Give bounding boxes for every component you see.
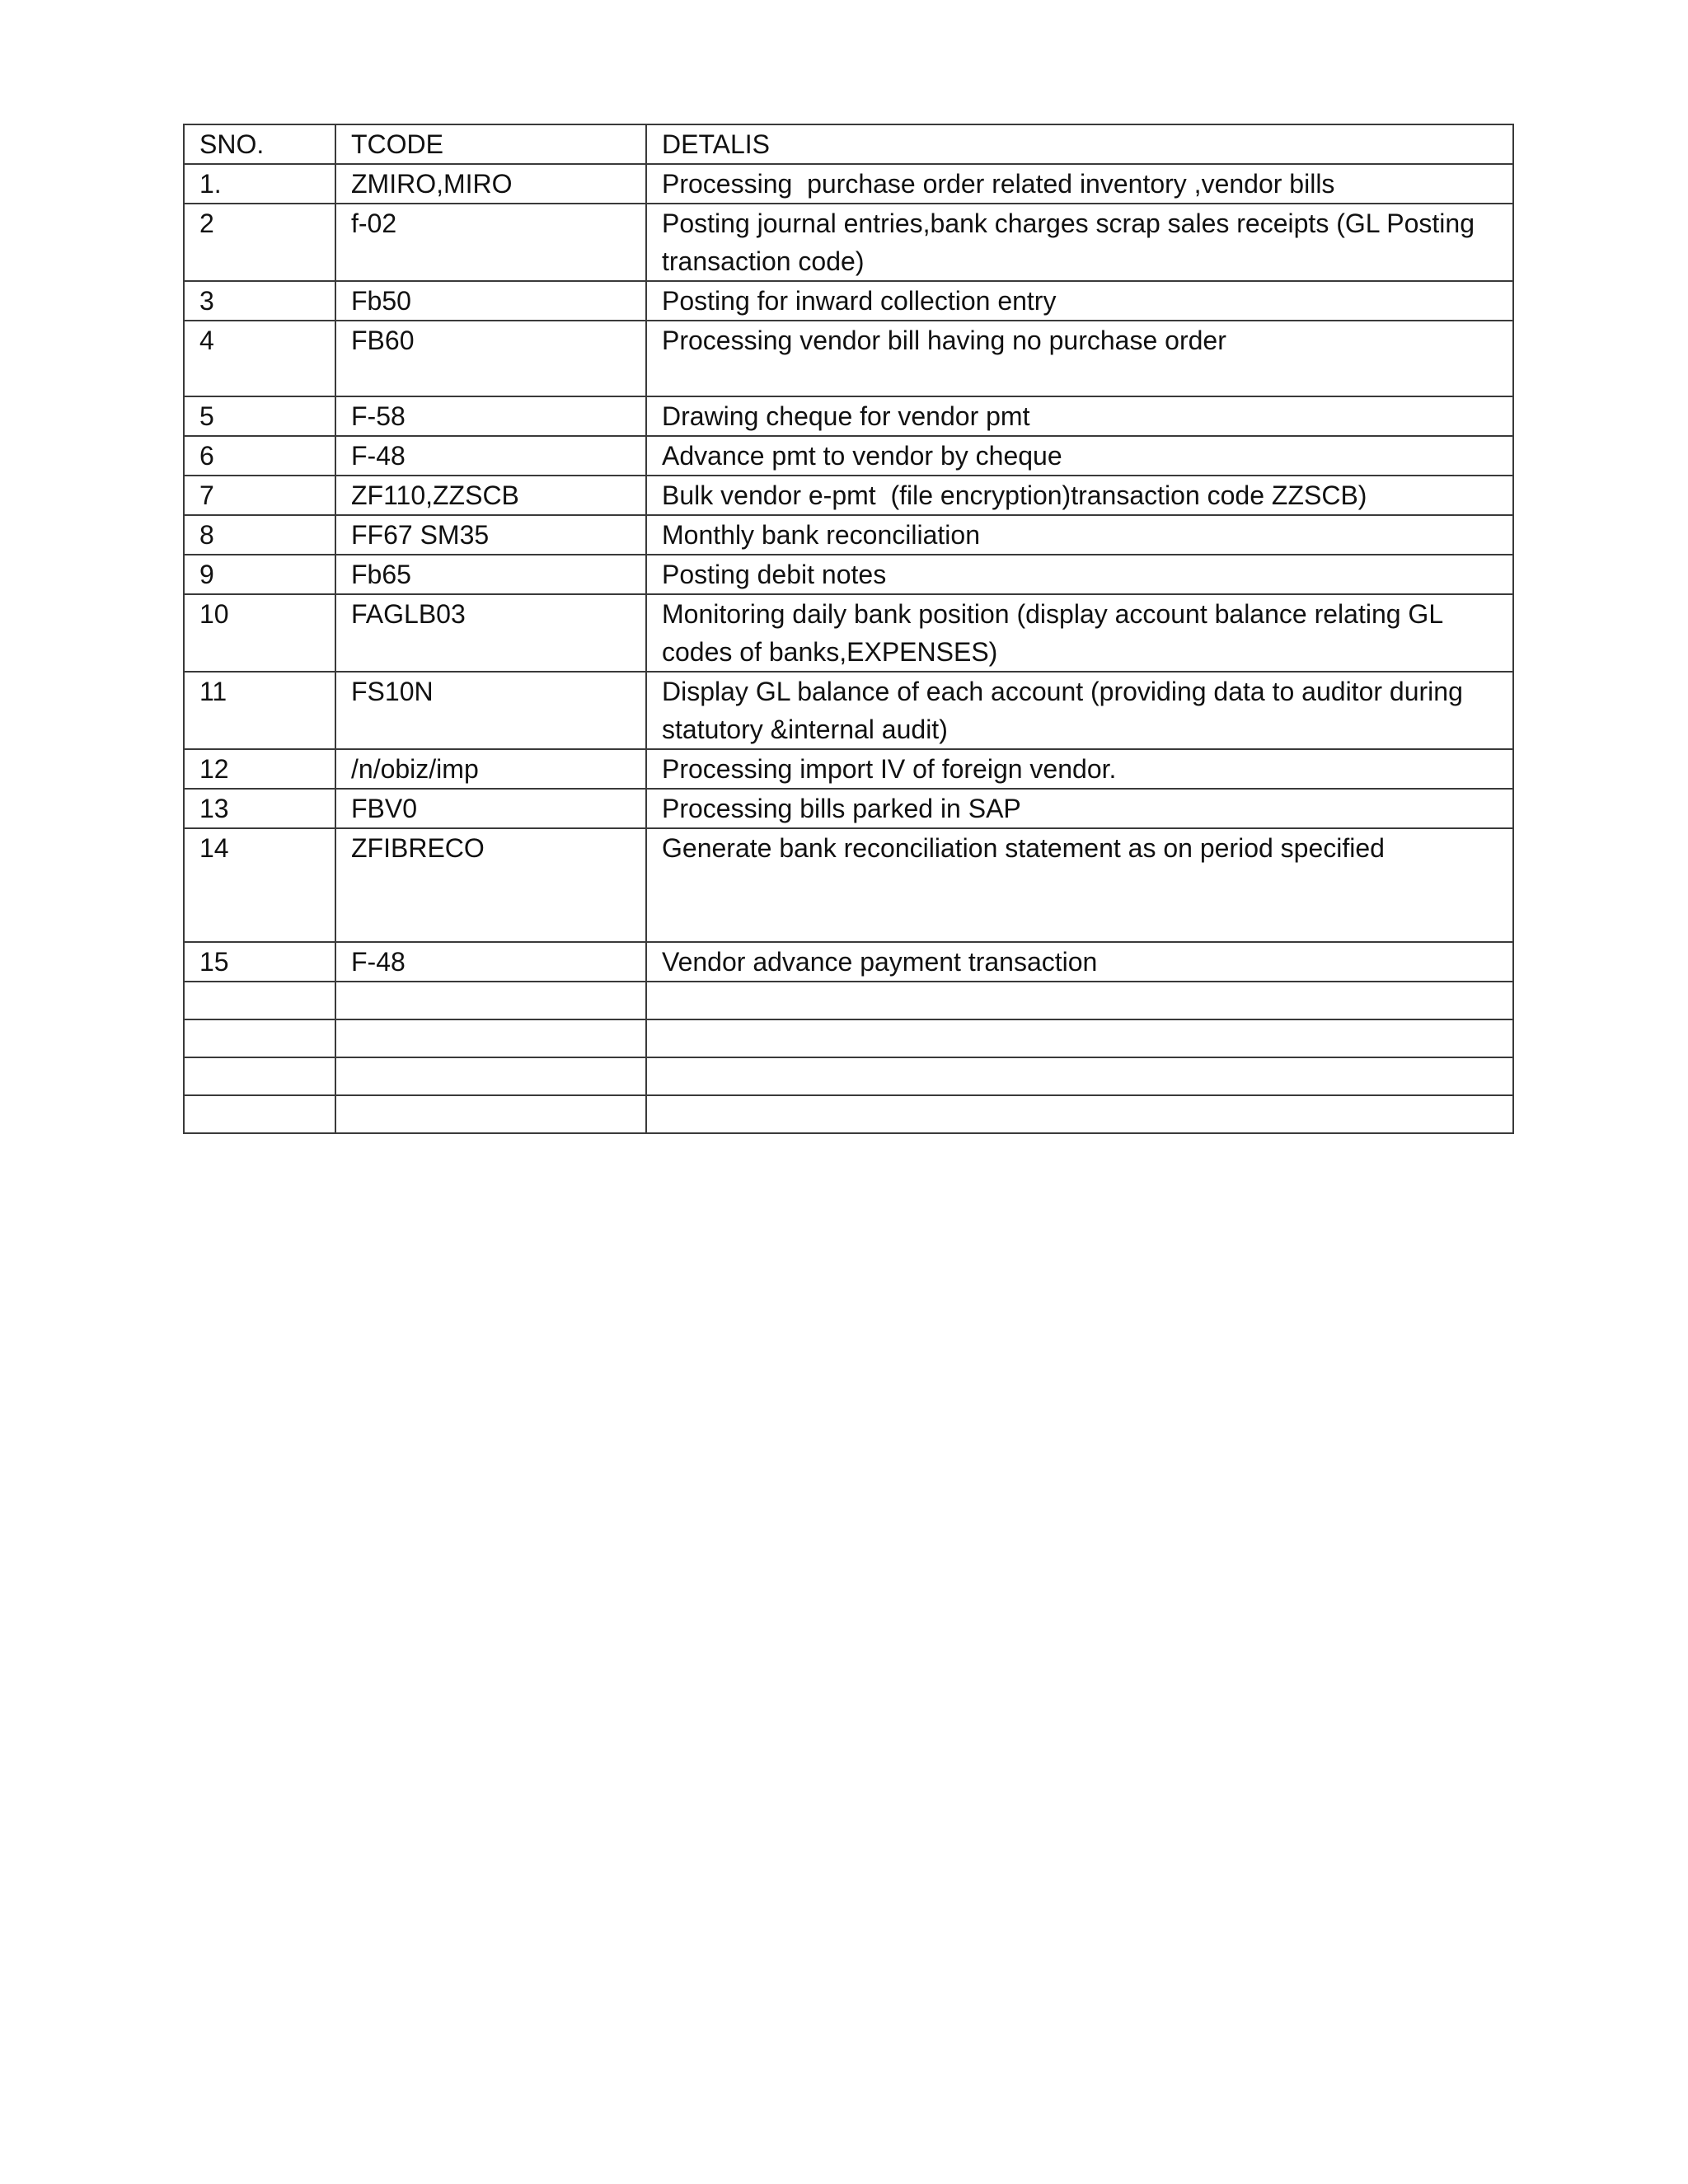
cell-details: Processing import IV of foreign vendor. (646, 749, 1513, 789)
table-row (184, 476, 1513, 515)
cell-details: Drawing cheque for vendor pmt (646, 396, 1513, 436)
cell-sno: 1. (184, 164, 335, 204)
cell-sno: 9 (184, 555, 335, 594)
table-row-empty (184, 1019, 1513, 1057)
table-row (184, 515, 1513, 555)
cell-details: Advance pmt to vendor by cheque (646, 436, 1513, 476)
cell-sno: 8 (184, 515, 335, 555)
cell-sno: 2 (184, 204, 335, 281)
cell-sno: 4 (184, 321, 335, 396)
cell-tcode: f-02 (335, 204, 646, 281)
cell-details (646, 1019, 1513, 1057)
cell-details: Monthly bank reconciliation (646, 515, 1513, 555)
table-row (184, 828, 1513, 942)
header-details: DETALIS (646, 124, 1513, 164)
cell-sno: 7 (184, 476, 335, 515)
table-row-empty (184, 1057, 1513, 1095)
cell-tcode: Fb50 (335, 281, 646, 321)
table-row (184, 789, 1513, 828)
table-row (184, 672, 1513, 749)
cell-tcode: FF67 SM35 (335, 515, 646, 555)
cell-details: Generate bank reconciliation statement as on period specified (646, 828, 1513, 942)
table-row (184, 594, 1513, 672)
cell-tcode: FS10N (335, 672, 646, 749)
cell-sno: 11 (184, 672, 335, 749)
table-row (184, 164, 1513, 204)
cell-sno: 10 (184, 594, 335, 672)
cell-sno: 3 (184, 281, 335, 321)
cell-tcode (335, 1095, 646, 1133)
table-row-empty (184, 982, 1513, 1019)
cell-sno: 5 (184, 396, 335, 436)
cell-details: Bulk vendor e-pmt (file encryption)transaction code ZZSCB) (646, 476, 1513, 515)
cell-tcode: Fb65 (335, 555, 646, 594)
table-row (184, 321, 1513, 396)
table-row (184, 436, 1513, 476)
cell-details: Display GL balance of each account (providing data to auditor during statutory &internal audit) (646, 672, 1513, 749)
table-header-row (184, 124, 1513, 164)
table-row (184, 396, 1513, 436)
table-row (184, 942, 1513, 982)
table-row (184, 555, 1513, 594)
cell-sno (184, 982, 335, 1019)
cell-sno: 14 (184, 828, 335, 942)
cell-tcode (335, 982, 646, 1019)
cell-details (646, 982, 1513, 1019)
cell-tcode: ZFIBRECO (335, 828, 646, 942)
cell-details: Posting debit notes (646, 555, 1513, 594)
cell-details: Posting for inward collection entry (646, 281, 1513, 321)
cell-tcode: F-58 (335, 396, 646, 436)
header-tcode: TCODE (335, 124, 646, 164)
tcode-table (183, 124, 1514, 1134)
cell-sno: 13 (184, 789, 335, 828)
table-row (184, 749, 1513, 789)
cell-details: Processing bills parked in SAP (646, 789, 1513, 828)
cell-details: Vendor advance payment transaction (646, 942, 1513, 982)
cell-details: Monitoring daily bank position (display account balance relating GL codes of banks,EXPENSES) (646, 594, 1513, 672)
table-row-empty (184, 1095, 1513, 1133)
cell-details: Processing vendor bill having no purchase order (646, 321, 1513, 396)
cell-sno: 6 (184, 436, 335, 476)
cell-details (646, 1057, 1513, 1095)
cell-sno: 12 (184, 749, 335, 789)
cell-tcode: /n/obiz/imp (335, 749, 646, 789)
cell-details: Posting journal entries,bank charges scrap sales receipts (GL Posting transaction code) (646, 204, 1513, 281)
cell-tcode: ZF110,ZZSCB (335, 476, 646, 515)
cell-details (646, 1095, 1513, 1133)
cell-tcode: ZMIRO,MIRO (335, 164, 646, 204)
cell-tcode (335, 1019, 646, 1057)
table-row (184, 281, 1513, 321)
cell-tcode: F-48 (335, 942, 646, 982)
cell-tcode: FBV0 (335, 789, 646, 828)
cell-sno (184, 1019, 335, 1057)
cell-sno (184, 1057, 335, 1095)
cell-tcode (335, 1057, 646, 1095)
cell-details: Processing purchase order related inventory ,vendor bills (646, 164, 1513, 204)
cell-tcode: FB60 (335, 321, 646, 396)
header-sno: SNO. (184, 124, 335, 164)
table-row (184, 204, 1513, 281)
cell-tcode: F-48 (335, 436, 646, 476)
cell-sno (184, 1095, 335, 1133)
cell-tcode: FAGLB03 (335, 594, 646, 672)
cell-sno: 15 (184, 942, 335, 982)
